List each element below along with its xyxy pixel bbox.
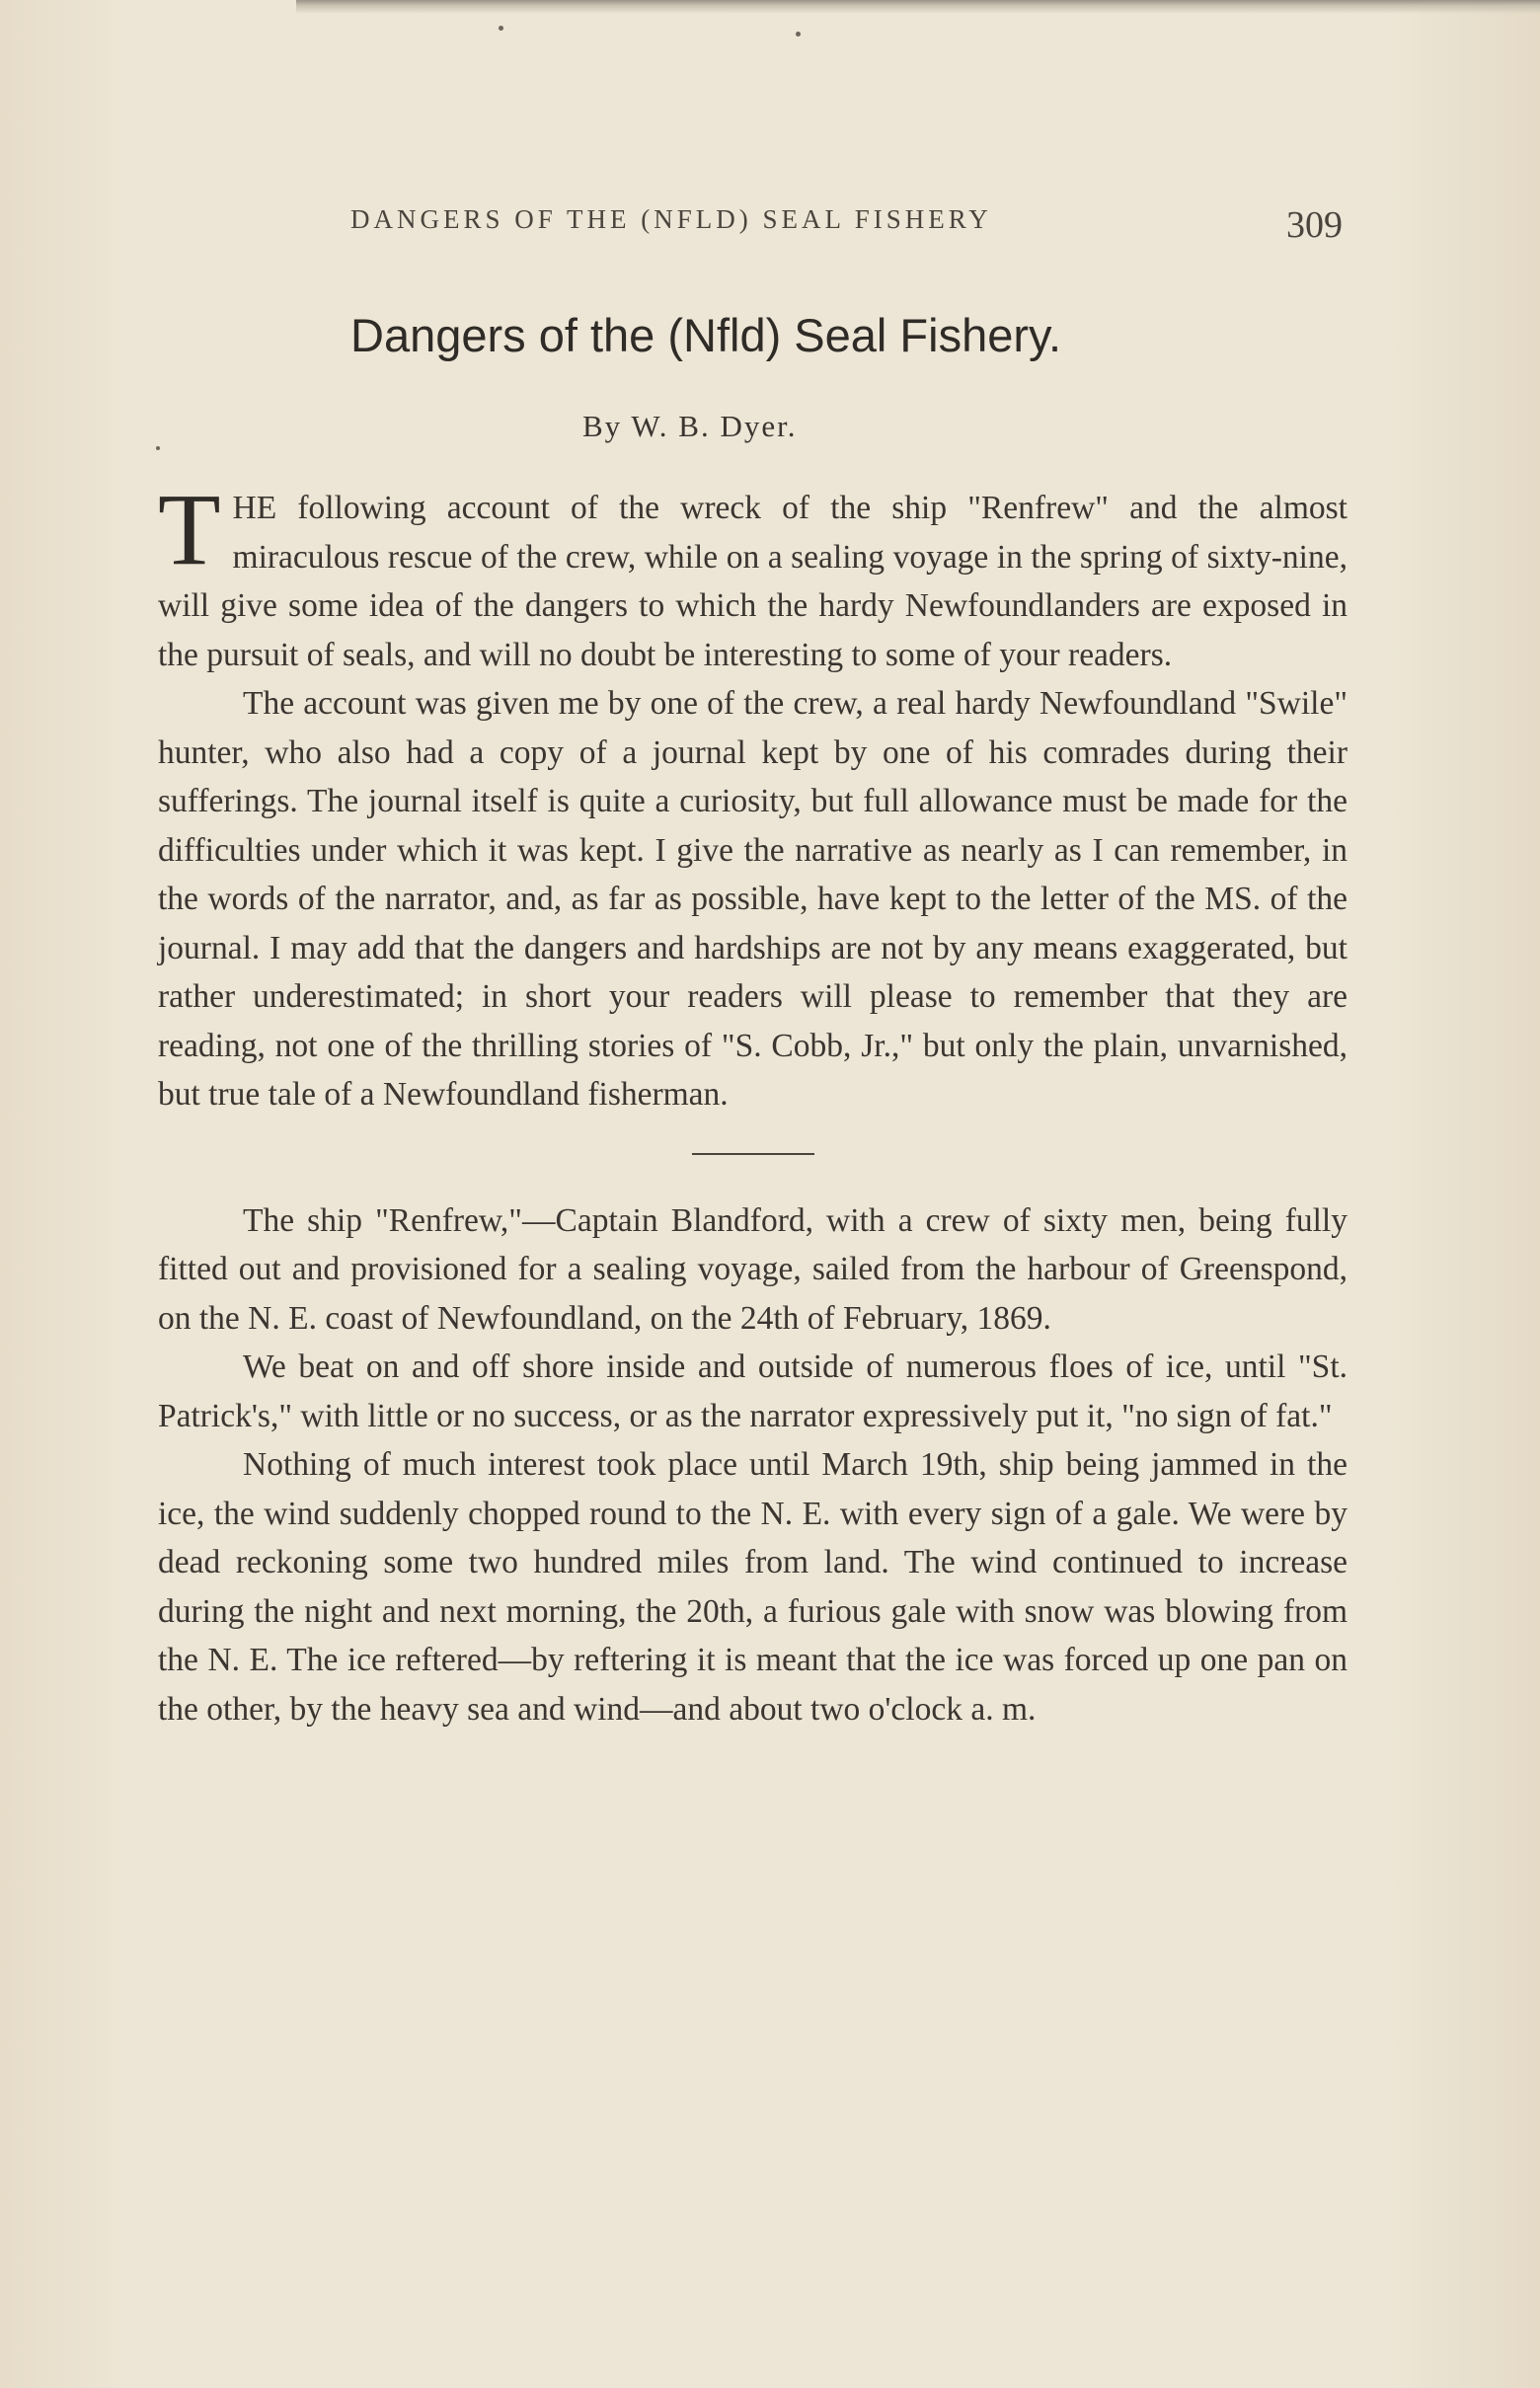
page-top-edge [296, 0, 1540, 14]
section-divider [692, 1153, 814, 1155]
print-speck [796, 32, 801, 37]
drop-cap: T [158, 473, 221, 586]
running-head: DANGERS OF THE (NFLD) SEAL FISHERY [350, 204, 992, 234]
byline: By W. B. Dyer. [582, 409, 798, 443]
print-speck [499, 26, 503, 31]
article-title: Dangers of the (Nfld) Seal Fishery. [350, 309, 1062, 361]
print-speck [156, 446, 160, 450]
paragraph [158, 473, 1348, 679]
paragraph: The account was given me by one of the crew, a real hardy Newfoundland "Swile" hunter, who also had a copy of a journal kept by one of his comrades during their sufferings. The journal itself is quite a curiosity, but full allowance must be made for the difficulties under which it was kept. I give the narrative as nearly as I can remember, in the words of the narrator, and, as far as possible, have kept to the letter of the MS. of the journal. I may add that the dangers and hardships are not by any means exaggerated, but rather underestimated; in short your readers will please to remember that they are reading, not one of the thrilling stories of "S. Cobb, Jr.," but only the plain, unvarnished, but true tale of a Newfoundland fisherman. [158, 685, 1348, 1113]
paragraph: The ship "Renfrew,"—Captain Blandford, with a crew of sixty men, being fully fitted out and provisioned for a sealing voyage, sailed from the harbour of Greenspond, on the N. E. coast of Newfoundland, on the 24th of February, 1869. [158, 1201, 1348, 1337]
paragraph-text: HE following account of the wreck of the ship "Renfrew" and the almost miraculous rescue of the crew, while on a sealing voyage in the spring of sixty-nine, will give some idea of the dangers to which the hardy Newfoundlanders are exposed in the pursuit of seals, and will no doubt be interesting to some of your readers. [158, 490, 1348, 673]
page-number: 309 [1286, 204, 1343, 246]
paragraph: Nothing of much interest took place until March 19th, ship being jammed in the ice, the wind suddenly chopped round to the N. E. with every sign of a gale. We were by dead reckoning some two hundred miles from land. The wind continued to increase during the night and next morning, the 20th, a furious gale with snow was blowing from the N. E. The ice reftered—by reftering it is meant that the ice was forced up one pan on the other, by the heavy sea and wind—and about two o'clock a. m. [158, 1446, 1348, 1728]
paragraph: We beat on and off shore inside and outside of numerous floes of ice, until "St. Patrick's," with little or no success, or as the narrator expressively put it, "no sign of fat." [158, 1348, 1348, 1434]
article-body [158, 473, 1348, 1733]
